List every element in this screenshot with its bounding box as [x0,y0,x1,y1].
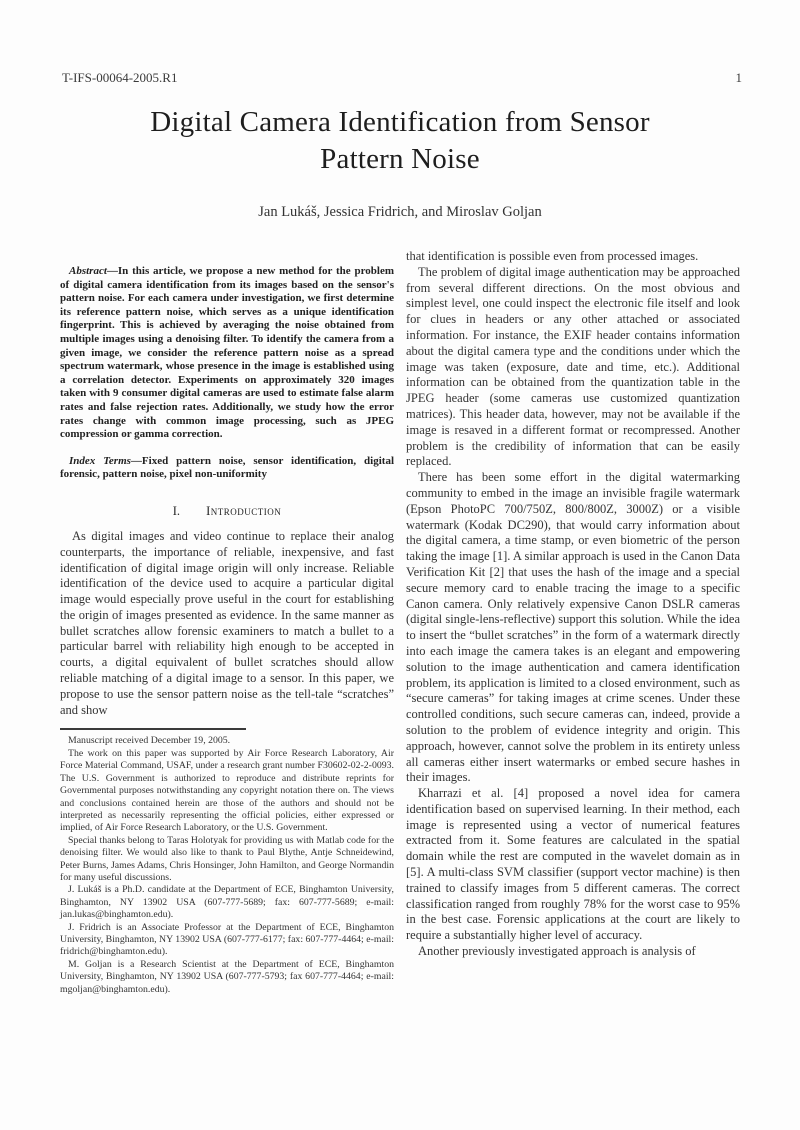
body-paragraph: Another previously investigated approach is analysis of [418,944,696,959]
section-number: I. [172,503,181,518]
section-heading-introduction [60,504,394,519]
footnote-block [60,735,394,996]
footnote-funding: The work on this paper was supported by Air Force Research Laboratory, Air Force Material Command, USAF, under a research grant number F30602-02-2-0093. The U.S. Government is authorized to reproduce and distribute reprints for Governmental purposes notwithstanding any copyright notation there on. The views and conclusions contained herein are those of the authors and should not be interpreted as necessarily representing the official policies, either expressed or implied, of Air Force Research Laboratory, or the U.S. Government. [60,747,394,834]
index-terms-label: Index Terms [69,454,131,467]
manuscript-id: T-IFS-00064-2005.R1 [62,70,178,85]
left-column [60,249,394,996]
abstract-paragraph [60,265,394,442]
abstract-text: —In this article, we propose a new method for the problem of digital camera identification from its images based on the sensor's pattern noise. For each camera under investigation, we first determine its reference pattern noise, which serves as a unique identification fingerprint. This is achieved by averaging the noise obtained from multiple images using a denoising filter. To identify the camera from a given image, we consider the reference pattern noise as a spread spectrum watermark, whose presence in the image is established using a correlation detector. Experiments on approximately 320 images taken with 9 consumer digital cameras are used to estimate false alarm rates and false rejection rates. Additionally, we study how the error rates change with common image processing, such as JPEG compression or gamma correction. [60,265,394,441]
body-paragraph: Kharrazi et al. [4] proposed a novel idea for camera identification based on supervised learning. In their method, each image is represented using a vector of numerical features extracted from it. Some features are calculated in the spatial domain while the rest are computed in the wavelet domain as in [5]. A multi-class SVM classifier (support vector machine) is then trained to classify images from 5 different cameras. The correct classification ranged from roughly 78% for the worst case to 95% in the best case. Forensic applications at the court are likely to require a substantially higher level of accuracy. [406,786,740,943]
index-terms-paragraph [60,455,394,482]
footnote-separator-rule [60,728,246,730]
right-column [406,249,740,996]
footnote-author-goljan: M. Goljan is a Research Scientist at the Department of ECE, Binghamton University, Binghamton, NY 13902 USA (607-777-5793; fax 607-777-4464; e-mail: mgoljan@binghamton.edu). [60,958,394,995]
paper-title-line1: Digital Camera Identification from Sensor [150,106,650,138]
footnote-manuscript-received: Manuscript received December 19, 2005. [68,735,231,747]
running-head [62,70,742,86]
page-number: 1 [735,70,742,85]
intro-paragraph: As digital images and video continue to replace their analog counterparts, the importance of reliable, inexpensive, and fast identification of digital image origin will only increase. Reliable identification of the device used to acquire a particular digital image would especially prove useful in the court for establishing the origin of images presented as evidence. In the same manner as bullet scratches allow forensic examiners to match a bullet to a particular barrel with reliability high enough to be accepted in courts, a digital equivalent of bullet scratches should allow reliable matching of a digital image to a sensor. In this paper, we propose to use the sensor pattern noise as the tell-tale “scratches” and show [60,528,394,717]
section-title: Introduction [206,503,282,518]
paper-title [0,0,800,178]
footnote-acknowledgments: Special thanks belong to Taras Holotyak for providing us with Matlab code for the denoising filter. We would also like to thank to Paul Blythe, Antje Schneidewind, Peter Burns, James Adams, Chris Honsinger, John Hamilton, and George Normandin for many useful discussions. [60,834,394,883]
paper-title-line2: Pattern Noise [320,143,480,175]
footnote-author-lukas: J. Lukáš is a Ph.D. candidate at the Department of ECE, Binghamton University, Binghamton, NY 13902 USA (607-777-5689; fax: 607-777-5689; e-mail: jan.lukas@binghamton.edu). [60,884,394,921]
index-terms-text: —Fixed pattern noise, sensor identification, digital forensic, pattern noise, pixel non-uniformity [60,454,394,481]
authors-line: Jan Lukáš, Jessica Fridrich, and Miroslav Goljan [258,204,542,220]
body-paragraph: There has been some effort in the digital watermarking community to embed in the image an invisible fragile watermark (Epson PhotoPC 700/750Z, 800/800Z, 3000Z) or a visible watermark (Kodak DC290), that would carry information about the digital camera, a time stamp, or even biometric of the person taking the image [1]. A similar approach is used in the Canon Data Verification Kit [2] that uses the hash of the image and a special secure memory card to enable tracing the image to a specific Canon camera. Only relatively expensive Canon DSLR cameras (digital single-lens-reflective) support this solution. While the idea to insert the “bullet scratches” in the form of a watermark directly into each image the camera takes is an elegant and empowering solution to the image authentication and camera identification problem, its application is limited to a closed environment, such as “secure cameras” for taking images at crime scenes. Under these controlled conditions, such secure cameras can, indeed, provide a solution to the problem of evidence integrity and origin. This approach, however, cannot solve the problem in its entirety unless all cameras either insert watermarks or embed secure hashes in their images. [406,470,740,785]
body-paragraph: The problem of digital image authentication may be approached from several different directions. On the most obvious and simplest level, one could inspect the electronic file itself and look for clues in headers or any other attached or associated information. For instance, the EXIF header contains information about the digital camera type and the conditions under which the image was taken (exposure, date and time, etc.). Additional information can be obtained from the quantization table in the JPEG header (some cameras use customized quantization matrices). This header data, however, may not be available if the image is resaved in a different format or recompressed. Another problem is the credibility of information that can be easily replaced. [406,264,740,469]
two-column-body [0,249,800,996]
footnote-author-fridrich: J. Fridrich is an Associate Professor at the Department of ECE, Binghamton University, Binghamton, NY 13902 USA (607-777-6177; fax: 607-777-4464; e-mail: fridrich@binghamton.edu). [60,921,394,958]
body-paragraph: that identification is possible even from processed images. [406,249,699,263]
abstract-label: Abstract [69,265,107,277]
